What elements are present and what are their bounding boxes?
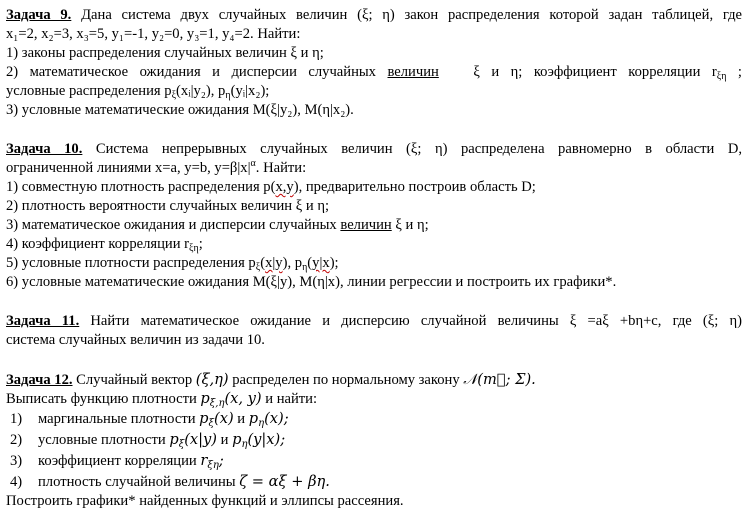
task-9-item-2-cont: условные распределения $p_\xi(xᵢ|y_2)$, $p_\eta(yᵢ|x_2)$; [6, 83, 270, 101]
task-12-item-4: 4) плотность случайной величины ζ = αξ + βη. [10, 473, 330, 490]
task-12-item-1: 1) маргинальные плотности $p_\xi(x)$ и $p_\eta(x)$; [10, 410, 289, 429]
task-10-item-1: 1) совместную плотность распределения p(x,y), предварительно построив область D; [6, 179, 536, 195]
document-page [6, 6, 742, 511]
task-10-line-2: ограниченной линиями x=a, y=b, $y=\beta|x|^\alpha$. Найти: [6, 158, 307, 176]
task-9-item-3: 3) условные математические ожидания M(ξ|y₂), M(η|x₂). [6, 102, 354, 118]
task-12 [6, 370, 742, 511]
task-11-heading: Задача 11. [6, 313, 80, 329]
task-10-line-1: Задача 10. Система непрерывных случайных величин (ξ; η) распределена равномерно в области D, [6, 141, 742, 157]
task-10-item-2: 2) плотность вероятности случайных величин ξ и η; [6, 198, 330, 214]
task-10-heading: Задача 10. [6, 141, 83, 157]
task-11-line-1: Задача 11. Найти математическое ожидание и дисперсию случайной величины ξ =aξ +bη+c, где (ξ; η) [6, 313, 742, 329]
task-12-item-2: 2) условные плотности $p_\xi(x|y)$ и $p_\eta(y|x)$; [10, 431, 286, 450]
task-10-item-6: 6) условные математические ожидания M(ξ|y), M(η|x), линии регрессии и построить их графики*. [6, 274, 617, 290]
task-11-line-2: система случайных величин из задачи 10. [6, 332, 265, 348]
task-12-line-2: Выписать функцию плотности $p_{\xi,\eta}(x$, y) и найти: [6, 390, 318, 409]
task-9-item-2: 2) математическое ожидания и дисперсии случайных величин ξ и η; коэффициент корреляции $r_{\xi\eta}$ ; [6, 64, 742, 82]
task-10 [6, 140, 742, 292]
task-12-last-line: Построить графики* найденных функций и эллипсы рассеяния. [6, 493, 404, 509]
task-12-list [10, 408, 742, 492]
task-10-item-3: 3) математическое ожидания и дисперсии случайных величин ξ и η; [6, 217, 429, 233]
task-10-item-4: 4) коэффициент корреляции $r_{\xi\eta}$; [6, 236, 203, 254]
task-9-line-1: Задача 9. Дана система двух случайных величин (ξ; η) закон распределения которой задан таблицей, где [6, 7, 742, 23]
task-10-item-5: 5) условные плотности распределения $p_\xi(x|y)$, $p_\eta(y|x)$; [6, 255, 339, 273]
task-9-heading: Задача 9. [6, 7, 72, 23]
task-12-heading: Задача 12. [6, 372, 73, 388]
task-9-line-2: x₁=2, x₂=3, x₃=5, y₁=-1, y₂=0, y₃=1, y₄=2. Найти: [6, 26, 301, 42]
task-12-item-3: 3) коэффициент корреляции $r_{\xi\eta}$; [10, 452, 224, 471]
task-9-item-1: 1) законы распределения случайных величин ξ и η; [6, 45, 324, 61]
task-9 [6, 6, 742, 120]
task-12-line-1: Задача 12. Случайный вектор (ξ,η) распределен по нормальному закону 𝒩(m⃗; Σ). [6, 371, 536, 388]
task-11 [6, 312, 742, 350]
